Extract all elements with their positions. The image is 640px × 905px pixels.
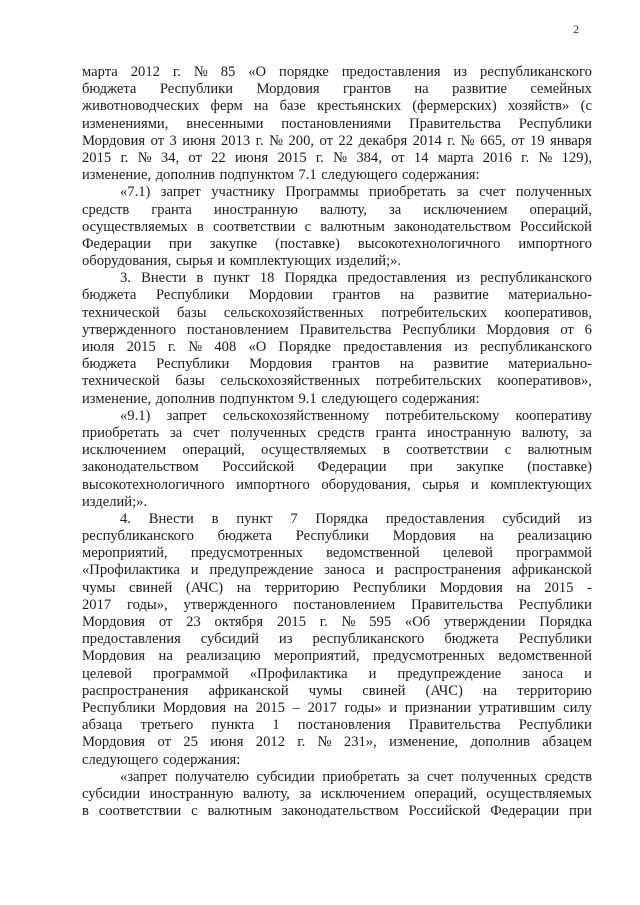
text-line: Республики Мордовия на 2015 – 2017 годы» и признании утратившим силу	[82, 699, 592, 716]
text-line: изделий;».	[82, 493, 148, 510]
text-line: изменение, дополнив подпунктом 9.1 следующего содержания:	[82, 390, 480, 407]
text-line: оборудования, сырья и комплектующих изделий;».	[82, 253, 402, 270]
text-line: в соответствии с валютным законодательством Российской Федерации при	[82, 803, 592, 820]
text-line: бюджета Республики Мордовия грантов на развитие материально-	[82, 356, 592, 373]
text-line: «Профилактика и предупреждение заноса и распространения африканской	[82, 562, 592, 579]
text-line: Мордовия от 25 июня 2012 г. № 231», изменение, дополнив абзацем	[82, 734, 592, 751]
text-line: 4. Внести в пункт 7 Порядка предоставления субсидий из	[120, 510, 592, 527]
text-line: Мордовия от 23 октября 2015 г. № 595 «Об утверждении Порядка	[82, 614, 592, 630]
text-line: «7.1) запрет участнику Программы приобретать за счет полученных	[120, 184, 592, 201]
text-line: предоставления субсидий из республиканского бюджета Республики	[82, 631, 592, 648]
text-line: абзаца третьего пункта 1 постановления Правительства Республики	[82, 717, 592, 734]
text-line: мероприятий, предусмотренных ведомственной целевой программой	[82, 545, 592, 562]
text-line: субсидии иностранную валюту, за исключением операций, осуществляемых	[82, 785, 592, 802]
paragraph	[82, 511, 592, 769]
text-line: 2017 годы», утвержденного постановлением Правительства Республики	[82, 596, 592, 613]
text-line: средств гранта иностранную валюту, за исключением операций,	[82, 201, 592, 218]
text-line: технической базы сельскохозяйственных потребительских кооперативов,	[82, 304, 592, 321]
text-line: 3. Внести в пункт 18 Порядка предоставления из республиканского	[120, 270, 592, 287]
paragraph	[82, 270, 592, 408]
document-body	[82, 64, 592, 820]
text-line: технической базы сельскохозяйственных потребительских кооперативов»,	[82, 373, 592, 390]
text-line: исключением операций, осуществляемых в соответствии с валютным	[82, 442, 592, 459]
text-line: бюджета Республики Мордовия грантов на развитие семейных	[82, 81, 592, 98]
paragraph	[82, 184, 592, 270]
paragraph	[82, 408, 592, 511]
text-line: Федерации при закупке (поставке) высокотехнологичного импортного	[82, 235, 592, 252]
text-line: утвержденного постановлением Правительства Республики Мордовия от 6	[82, 321, 592, 338]
text-line: изменение, дополнив подпунктом 7.1 следующего содержания:	[82, 167, 480, 184]
text-line: следующего содержания:	[82, 751, 241, 768]
text-line: приобретать за счет полученных средств гранта иностранную валюту, за	[82, 424, 592, 441]
paragraph	[82, 64, 592, 184]
page-number: 2	[573, 22, 579, 36]
text-line: «9.1) запрет сельскохозяйственному потребительскому кооперативу	[120, 407, 592, 424]
paragraph	[82, 769, 592, 821]
text-line: бюджета Республики Мордовии грантов на развитие материально-	[82, 287, 592, 304]
text-line: июля 2015 г. № 408 «О Порядке предоставления из республиканского	[82, 339, 592, 355]
text-line: Мордовия от 3 июня 2013 г. № 200, от 22 декабря 2014 г. № 665, от 19 января	[82, 132, 592, 149]
text-line: изменениями, внесенными постановлениями Правительства Республики	[82, 115, 592, 132]
text-line: «запрет получателю субсидии приобретать за счет полученных средств	[120, 768, 592, 785]
text-line: высокотехнологичного импортного оборудования, сырья и комплектующих	[82, 476, 592, 493]
text-line: чумы свиней (АЧС) на территорию Республики Мордовия на 2015 -	[82, 579, 592, 596]
text-line: республиканского бюджета Республики Мордовия на реализацию	[82, 528, 592, 545]
text-line: целевой программой «Профилактика и предупреждение заноса и	[82, 665, 592, 682]
text-line: распространения африканской чумы свиней (АЧС) на территорию	[82, 682, 592, 699]
text-line: марта 2012 г. № 85 «О порядке предоставления из республиканского	[82, 64, 592, 80]
text-line: Мордовия на реализацию мероприятий, предусмотренных ведомственной	[82, 648, 592, 665]
text-line: осуществляемых в соответствии с валютным законодательством Российской	[82, 218, 592, 235]
text-line: законодательством Российской Федерации при закупке (поставке)	[82, 459, 592, 476]
text-line: 2015 г. № 34, от 22 июня 2015 г. № 384, от 14 марта 2016 г. № 129),	[82, 149, 592, 166]
text-line: животноводческих ферм на базе крестьянских (фермерских) хозяйств» (с	[82, 98, 592, 115]
